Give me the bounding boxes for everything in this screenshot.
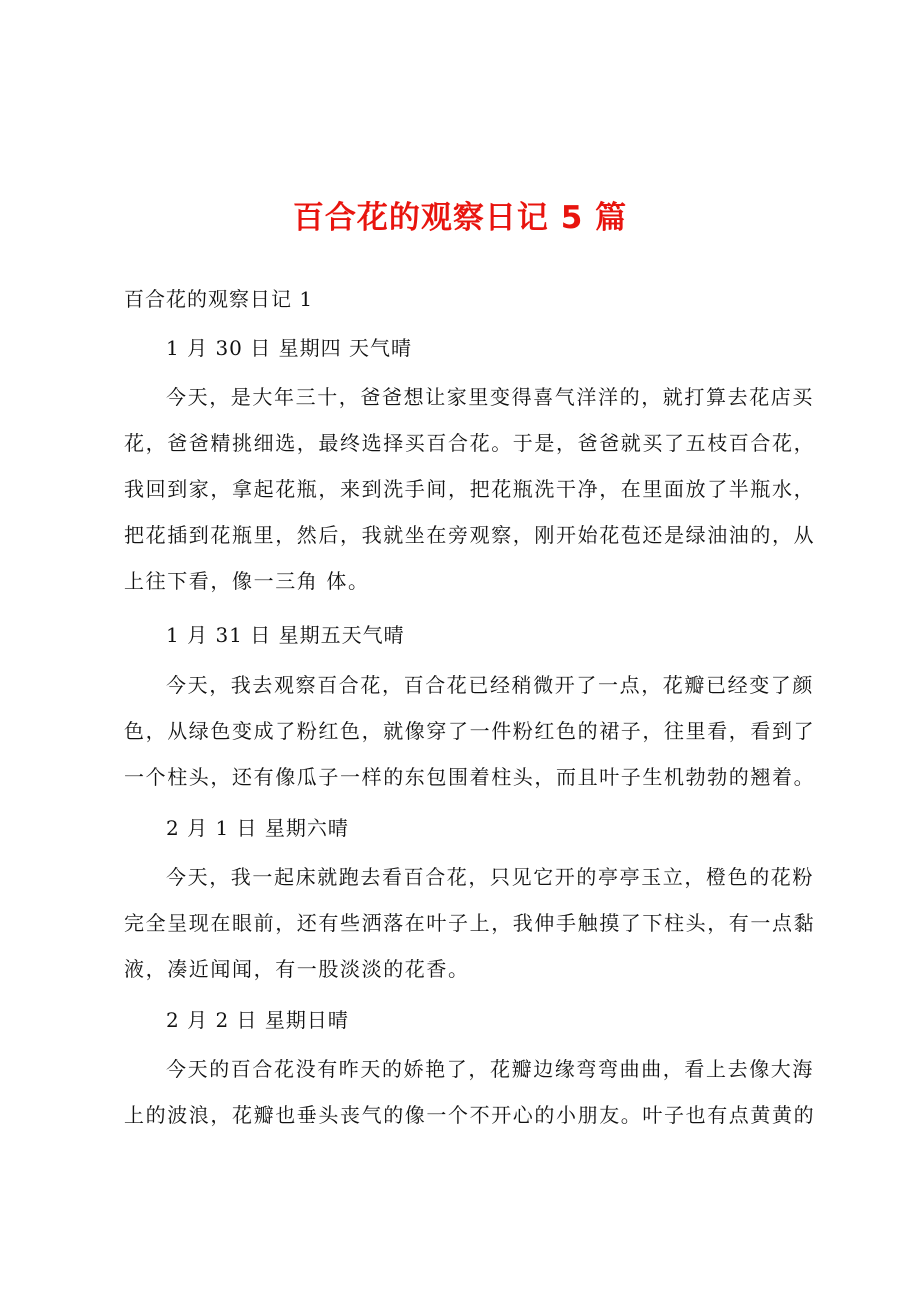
paragraph-line: 色，从绿色变成了粉红色，就像穿了一件粉红色的裙子，往里看，看到了 (124, 719, 816, 743)
paragraph-line: 完全呈现在眼前，还有些洒落在叶子上，我伸手触摸了下柱头，有一点黏 (124, 911, 816, 935)
paragraph-line: 今天，我去观察百合花，百合花已经稍微开了一点，花瓣已经变了颜 (166, 673, 814, 697)
paragraph-line: 我回到家，拿起花瓶，来到洗手间，把花瓶洗干净，在里面放了半瓶水， (124, 477, 816, 501)
paragraph-line: 花，爸爸精挑细选，最终选择买百合花。于是，爸爸就买了五枝百合花， (124, 431, 816, 455)
paragraph-line: 今天，我一起床就跑去看百合花，只见它开的亭亭玉立，橙色的花粉 (166, 865, 814, 889)
paragraph-line: 液，凑近闻闻，有一股淡淡的花香。 (124, 957, 470, 981)
paragraph-line: 上往下看，像一三角 体。 (124, 569, 370, 593)
entry-paragraph (124, 1046, 824, 1138)
entry-paragraph (124, 374, 824, 604)
paragraph-line: 上的波浪，花瓣也垂头丧气的像一个不开心的小朋友。叶子也有点黄黄的 (124, 1103, 816, 1127)
entry-date: 1 月 31 日 星期五天气晴 (166, 623, 405, 647)
document-title: 百合花的观察日记 5 篇 (292, 200, 628, 236)
entry-date: 2 月 1 日 星期六晴 (166, 816, 349, 840)
paragraph-line: 一个柱头，还有像瓜子一样的东包围着柱头，而且叶子生机勃勃的翘着。 (124, 765, 816, 789)
section-subtitle: 百合花的观察日记 1 (124, 287, 314, 311)
paragraph-line: 今天的百合花没有昨天的娇艳了，花瓣边缘弯弯曲曲，看上去像大海 (166, 1057, 814, 1081)
entry-date: 1 月 30 日 星期四 天气晴 (166, 336, 412, 360)
entry-paragraph (124, 662, 824, 800)
paragraph-line: 把花插到花瓶里，然后，我就坐在旁观察，刚开始花苞还是绿油油的，从 (124, 523, 816, 547)
entry-paragraph (124, 854, 824, 992)
paragraph-line: 今天，是大年三十，爸爸想让家里变得喜气洋洋的，就打算去花店买 (166, 385, 814, 409)
entry-date: 2 月 2 日 星期日晴 (166, 1008, 349, 1032)
